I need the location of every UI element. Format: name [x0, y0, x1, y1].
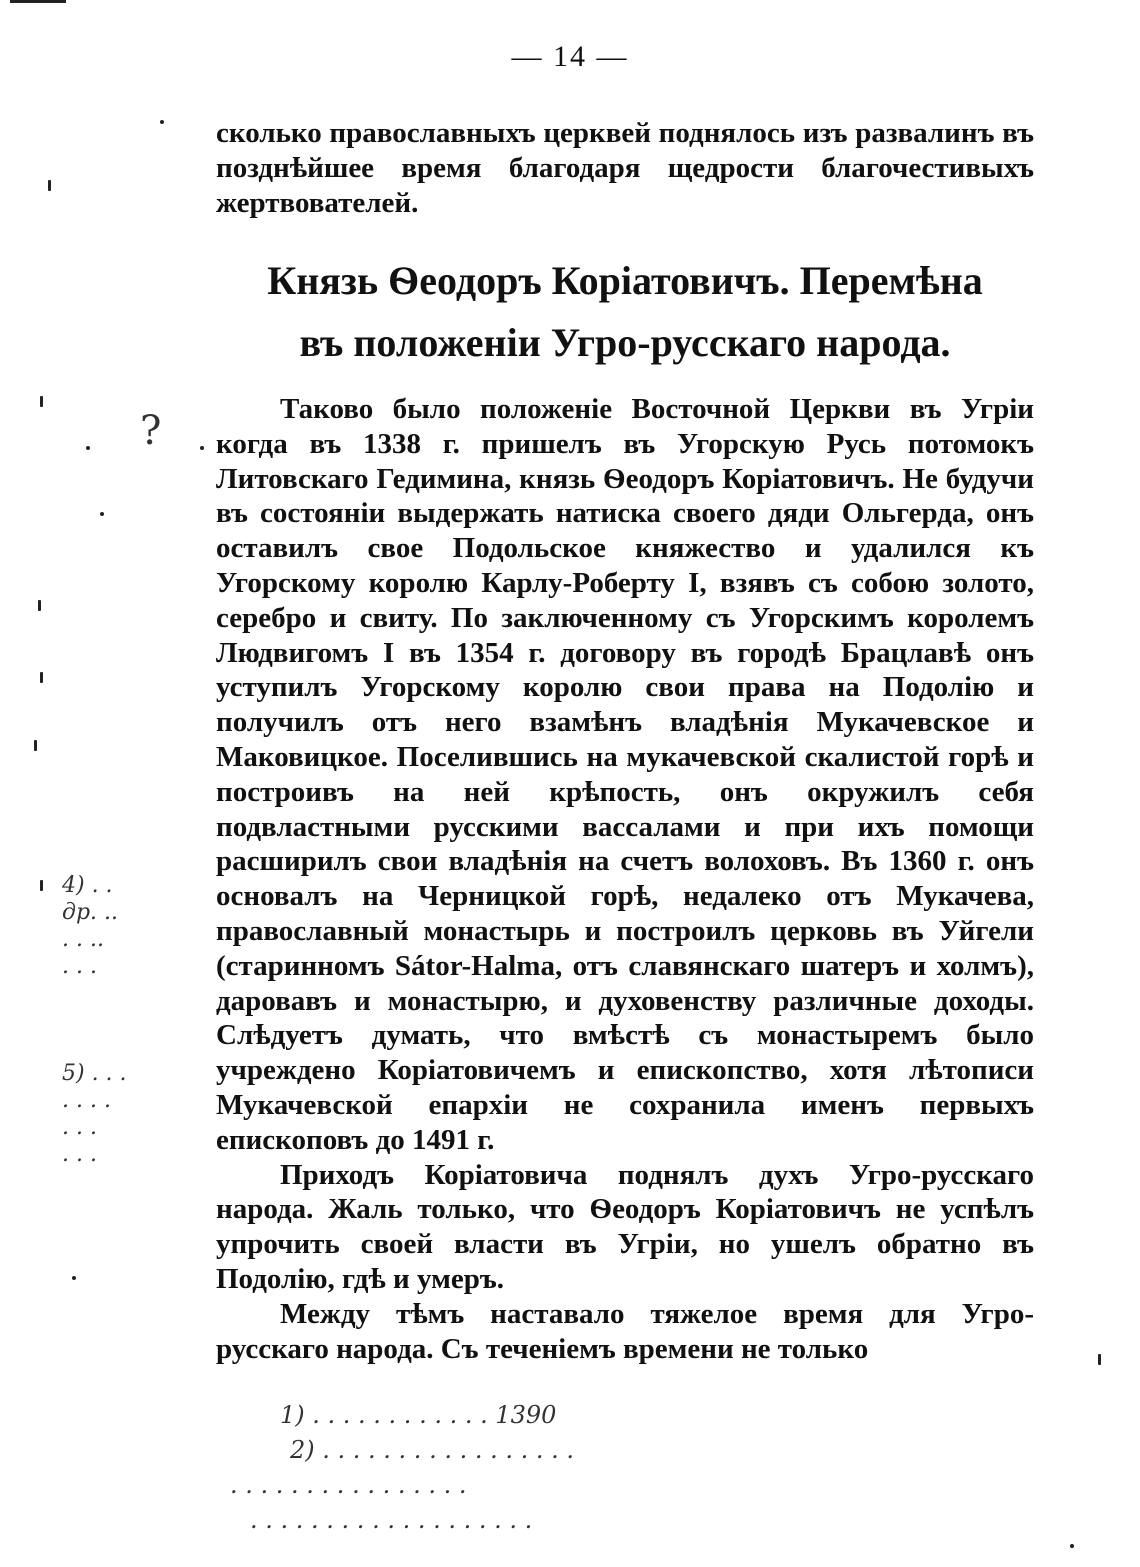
intro-text: сколько православныхъ церквей поднялось изъ развалинъ въ позднѣйшее время благодаря щедрости благочестивыхъ жертвователей.: [216, 117, 1034, 219]
paragraph-3: Между тѣмъ наставало тяжелое время для Угро-русскаго народа. Съ теченіемъ времени не только: [216, 1297, 1034, 1365]
scan-speck: [48, 180, 51, 191]
section-title: [216, 250, 1034, 374]
handwritten-notes: [230, 1398, 1040, 1538]
scan-speck: [40, 396, 43, 407]
scan-speck: [86, 446, 90, 450]
scan-speck: [200, 446, 204, 450]
scan-speck: [38, 600, 41, 611]
section-title-line1: Князь Ѳеодоръ Коріатовичъ. Перемѣна: [267, 258, 983, 303]
handwritten-note-line: 2) . . . . . . . . . . . . . . . . .: [290, 1436, 575, 1464]
scan-speck: [160, 120, 164, 124]
scan-speck: [34, 740, 37, 751]
scan-speck: [72, 1276, 76, 1280]
scan-speck: [100, 512, 104, 516]
scan-speck: [1070, 1544, 1074, 1548]
scan-speck: [40, 880, 43, 891]
scan-speck: [40, 672, 43, 683]
margin-note-4: 4) . . др. .. . . .. . . .: [62, 873, 118, 979]
margin-question-mark: ?: [140, 408, 162, 454]
scan-edge-mark: [10, 0, 66, 3]
handwritten-note-line: . . . . . . . . . . . . . . . .: [230, 1471, 467, 1499]
section-title-line2: въ положеніи Угро-русскаго народа.: [299, 320, 951, 365]
scan-speck: [1098, 1354, 1101, 1365]
handwritten-note-line: . . . . . . . . . . . . . . . . . . .: [250, 1506, 533, 1534]
intro-block: [216, 116, 1034, 220]
page-number: — 14 —: [511, 40, 629, 73]
handwritten-note-line: 1) . . . . . . . . . . . . 1390: [280, 1401, 557, 1429]
paragraph-2: Приходъ Коріатовича поднялъ духъ Угро-русскаго народа. Жаль только, что Ѳеодоръ Коріатовичъ не успѣлъ упрочить своей власти въ Угріи, но ушелъ обратно въ Подолію, гдѣ и умеръ.: [216, 1158, 1034, 1295]
margin-note-5: 5) . . . . . . . . . . . . .: [62, 1061, 127, 1167]
main-text: [216, 392, 1034, 1366]
paragraph-1: Таково было положеніе Восточной Церкви въ Угріи когда въ 1338 г. пришелъ въ Угорскую Русь потомокъ Литовскаго Гедимина, князь Ѳеодоръ Коріатовичъ. Не будучи въ состояніи выдержать натиска своего дяди Ольгерда, онъ оставилъ свое Подольское княжество и удалился къ Угорскому королю Карлу-Роберту I, взявъ съ собою золото, серебро и свиту. По заключенному съ Угорскимъ королемъ Людвигомъ I въ 1354 г. договору въ городѣ Брацлавѣ онъ уступилъ Угорскому королю свои права на Подолію и получилъ отъ него взамѣнъ владѣнія Мукачевское и Маковицкое. Поселившись на мукачевской скалистой горѣ и построивъ на ней крѣпость, онъ окружилъ себя подвластными русскими вассалами и при ихъ помощи расширилъ свои владѣнія на счетъ волоховъ. Въ 1360 г. онъ основалъ на Черницкой горѣ, недалеко отъ Мукачева, православный монастырь и построилъ церковь въ Уйгели (старинномъ Sátor-Halma, отъ славянскаго шатеръ и холмъ), даровавъ и монастырю, и духовенству различные доходы. Слѣдуетъ думать, что вмѣстѣ съ монастыремъ было учреждено Коріатовичемъ и епископство, хотя лѣтописи Мукачевской епархіи не сохранила именъ первыхъ епископовъ до 1491 г.: [216, 393, 1034, 1156]
